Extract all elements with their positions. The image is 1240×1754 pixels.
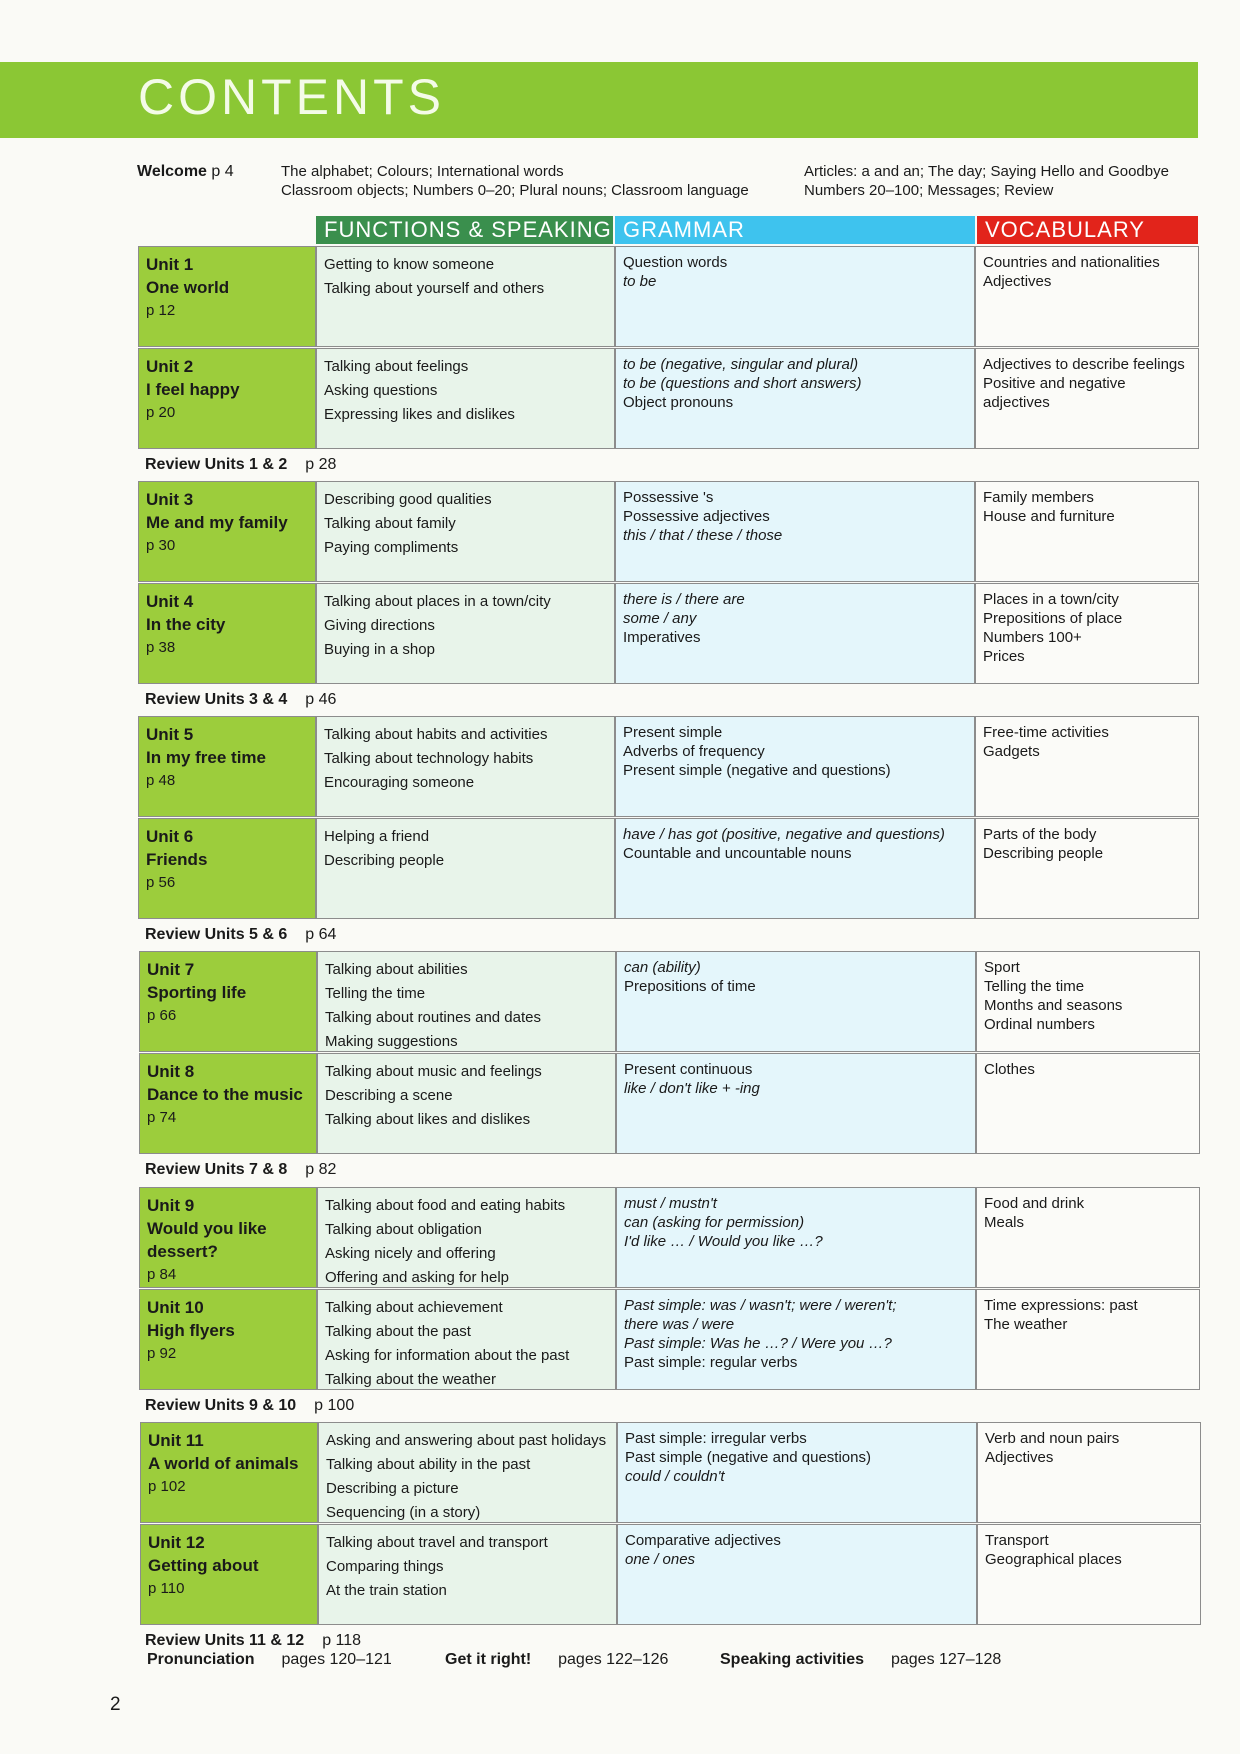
vocabulary-cell-item: Adjectives [985,1449,1054,1466]
unit-cell [139,951,317,1052]
grammar-cell-item: Present simple [623,724,723,741]
pronunciation-label: Pronunciation [147,1651,255,1668]
functions-cell-item: Talking about the past [325,1323,471,1340]
get-it-right-pages: pages 122–126 [558,1651,669,1668]
functions-cell-item: Talking about food and eating habits [325,1197,566,1214]
grammar-cell [616,1053,976,1154]
welcome-title: Welcome [137,163,207,180]
welcome-topics-1 [281,162,749,200]
functions-cell [317,1289,616,1390]
grammar-cell-item: to be (questions and short answers) [623,375,862,392]
welcome-topics-line1: The alphabet; Colours; International words [281,163,564,180]
grammar-cell-item: Object pronouns [623,394,734,411]
functions-cell [317,951,616,1052]
functions-cell-item: Talking about feelings [324,358,469,375]
unit-cell [138,348,316,449]
functions-cell-item: Talking about places in a town/city [324,593,551,610]
vocabulary-cell-item: Describing people [983,845,1104,862]
grammar-cell [616,951,976,1052]
unit-row [139,1053,1200,1154]
functions-cell-item: Describing good qualities [324,491,492,508]
functions-cell-item: Expressing likes and dislikes [324,406,515,423]
grammar-cell [616,1289,976,1390]
vocabulary-cell-item: Countries and nationalities [983,254,1160,271]
vocabulary-cell-item: Adjectives [983,273,1052,290]
unit-cell [139,1289,317,1390]
unit-page: p 48 [146,772,176,789]
unit-cell [140,1422,318,1523]
unit-name: In the city [146,615,226,634]
vocabulary-cell-item: Numbers 100+ [983,629,1082,646]
vocabulary-cell-item: Meals [984,1214,1025,1231]
speaking-label: Speaking activities [720,1651,865,1668]
vocabulary-cell [975,818,1199,919]
unit-row [138,246,1199,347]
grammar-cell-item: I'd like … / Would you like …? [624,1233,823,1250]
grammar-cell-item: to be [623,273,657,290]
grammar-cell-item: can (asking for permission) [624,1214,805,1231]
review-label: Review Units 3 & 4 [145,691,288,708]
vocabulary-cell [976,1289,1200,1390]
review-row [145,453,336,477]
grammar-cell-item: Past simple: Was he …? / Were you …? [624,1335,892,1352]
grammar-cell [615,716,975,817]
welcome-topics-line3: Articles: a and an; The day; Saying Hello and Goodbye [804,163,1169,180]
grammar-cell-item: Countable and uncountable nouns [623,845,852,862]
grammar-cell-item: Present continuous [624,1061,753,1078]
functions-cell-item: Buying in a shop [324,641,435,658]
grammar-cell-item: could / couldn't [625,1468,725,1485]
get-it-right-label: Get it right! [445,1651,532,1668]
functions-cell-item: Talking about abilities [325,961,468,978]
unit-cell [138,818,316,919]
vocabulary-cell-item: Places in a town/city [983,591,1119,608]
vocabulary-cell-item: Months and seasons [984,997,1123,1014]
unit-page: p 110 [148,1580,185,1597]
welcome-page: p 4 [211,163,234,180]
review-label: Review Units 1 & 2 [145,456,288,473]
grammar-cell-item: have / has got (positive, negative and questions) [623,826,945,843]
vocabulary-cell [976,951,1200,1052]
unit-row [139,951,1200,1052]
functions-cell-item: Talking about achievement [325,1299,503,1316]
functions-cell-item: Making suggestions [325,1033,458,1050]
functions-cell-item: Talking about habits and activities [324,726,548,743]
grammar-cell [615,481,975,582]
unit-name: Me and my family [146,513,288,532]
unit-number: Unit 8 [147,1062,195,1081]
vocabulary-cell [975,481,1199,582]
functions-cell-item: Offering and asking for help [325,1269,510,1286]
vocabulary-cell-item: Prices [983,648,1025,665]
vocabulary-cell [975,583,1199,684]
review-page: p 118 [322,1632,362,1649]
functions-cell-item: Paying compliments [324,539,459,556]
review-page: p 82 [305,1161,337,1178]
functions-cell-item: Getting to know someone [324,256,495,273]
vocabulary-cell-item: Time expressions: past [984,1297,1138,1314]
functions-cell-item: Asking nicely and offering [325,1245,496,1262]
welcome-topics-2 [804,162,1169,200]
grammar-cell [617,1422,977,1523]
vocabulary-cell [975,716,1199,817]
functions-cell-item: Talking about obligation [325,1221,482,1238]
functions-cell-item: Asking questions [324,382,438,399]
review-page: p 46 [305,691,337,708]
welcome-label [137,162,234,181]
functions-cell-item: Talking about the weather [325,1371,496,1388]
unit-row [138,716,1199,817]
unit-number: Unit 11 [148,1431,204,1450]
functions-cell-item: Describing a picture [326,1480,459,1497]
grammar-cell-item: Past simple: regular verbs [624,1354,798,1371]
vocabulary-cell [976,1053,1200,1154]
unit-row [138,818,1199,919]
unit-row [139,1187,1200,1288]
functions-cell [316,246,615,347]
functions-cell-item: Comparing things [326,1558,444,1575]
functions-cell [318,1524,617,1625]
review-page: p 100 [314,1397,355,1414]
grammar-cell-item: Present simple (negative and questions) [623,762,891,779]
unit-cell [140,1524,318,1625]
unit-page: p 30 [146,537,176,554]
functions-cell-item: Talking about routines and dates [325,1009,541,1026]
unit-row [138,348,1199,449]
functions-cell-item: Describing a scene [325,1087,453,1104]
functions-cell-item: Helping a friend [324,828,430,845]
grammar-cell [616,1187,976,1288]
unit-row [139,1289,1200,1390]
vocabulary-cell-item: Clothes [984,1061,1035,1078]
functions-cell-item: Encouraging someone [324,774,475,791]
vocabulary-cell-item: House and furniture [983,508,1115,525]
functions-cell [318,1422,617,1523]
vocabulary-cell-item: The weather [984,1316,1068,1333]
vocabulary-cell-item: Prepositions of place [983,610,1123,627]
unit-page: p 38 [146,639,176,656]
unit-name: Dance to the music [147,1085,303,1104]
review-page: p 28 [305,456,337,473]
grammar-cell [615,246,975,347]
functions-cell-item: Talking about music and feelings [325,1063,542,1080]
vocabulary-cell-item: Positive and negative [983,375,1126,392]
functions-cell-item: Sequencing (in a story) [326,1504,481,1521]
functions-cell [316,348,615,449]
unit-row [138,481,1199,582]
functions-cell-item: Asking for information about the past [325,1347,570,1364]
welcome-topics-line4: Numbers 20–100; Messages; Review [804,182,1054,199]
grammar-cell-item: Past simple (negative and questions) [625,1449,871,1466]
unit-name: Sporting life [147,983,247,1002]
unit-cell [138,481,316,582]
vocabulary-cell-item: Geographical places [985,1551,1122,1568]
unit-name: Would you like dessert? [147,1219,267,1261]
welcome-topics-line2: Classroom objects; Numbers 0–20; Plural nouns; Classroom language [281,182,749,199]
unit-cell [139,1053,317,1154]
functions-cell-item: At the train station [326,1582,447,1599]
footer-pronunciation [147,1651,392,1669]
vocabulary-cell-item: Transport [985,1532,1049,1549]
unit-page: p 84 [147,1266,177,1283]
unit-number: Unit 1 [146,255,194,274]
unit-page: p 12 [146,302,176,319]
review-label: Review Units 9 & 10 [145,1397,297,1414]
review-label: Review Units 7 & 8 [145,1161,288,1178]
grammar-cell [615,818,975,919]
functions-cell-item: Talking about ability in the past [326,1456,531,1473]
vocabulary-cell-item: Verb and noun pairs [985,1430,1120,1447]
review-row [145,923,336,947]
unit-name: Friends [146,850,208,869]
vocabulary-cell [975,348,1199,449]
unit-number: Unit 12 [148,1533,205,1552]
page-title: CONTENTS [138,69,445,125]
functions-cell-item: Talking about technology habits [324,750,534,767]
unit-cell [138,246,316,347]
unit-cell [138,716,316,817]
unit-number: Unit 4 [146,592,194,611]
footer-speaking [720,1651,1001,1669]
functions-cell-item: Asking and answering about past holidays [326,1432,607,1449]
grammar-cell-item: Adverbs of frequency [623,743,765,760]
functions-cell [316,481,615,582]
unit-row [140,1524,1201,1625]
review-row [145,1629,361,1653]
header-functions: FUNCTIONS & SPEAKING [316,216,613,244]
grammar-cell-item: Past simple: was / wasn't; were / weren't; [624,1297,897,1314]
unit-number: Unit 5 [146,725,194,744]
unit-cell [138,583,316,684]
vocabulary-cell-item: Food and drink [984,1195,1085,1212]
functions-cell [316,583,615,684]
grammar-cell-item: Possessive adjectives [623,508,770,525]
unit-page: p 92 [147,1345,177,1362]
unit-name: High flyers [147,1321,235,1340]
grammar-cell-item: some / any [623,610,697,627]
vocabulary-cell-item: Parts of the body [983,826,1097,843]
functions-cell-item: Talking about family [324,515,456,532]
unit-number: Unit 6 [146,827,194,846]
vocabulary-cell [977,1524,1201,1625]
grammar-cell-item: Possessive 's [623,489,714,506]
grammar-cell [615,348,975,449]
footer-get-it-right [445,1651,668,1669]
vocabulary-cell-item: Sport [984,959,1020,976]
functions-cell [316,818,615,919]
unit-cell [139,1187,317,1288]
unit-page: p 66 [147,1007,177,1024]
vocabulary-cell-item: Telling the time [984,978,1085,995]
grammar-cell-item: to be (negative, singular and plural) [623,356,859,373]
unit-page: p 20 [146,404,176,421]
vocabulary-cell-item: Free-time activities [983,724,1109,741]
functions-cell-item: Talking about likes and dislikes [325,1111,531,1128]
unit-name: A world of animals [148,1454,299,1473]
grammar-cell-item: there is / there are [623,591,745,608]
functions-cell-item: Talking about travel and transport [326,1534,548,1551]
contents-banner [0,62,1198,138]
unit-name: One world [146,278,230,297]
functions-cell-item: Describing people [324,852,445,869]
review-row [145,1158,336,1182]
functions-cell [317,1187,616,1288]
vocabulary-cell-item: Adjectives to describe feelings [983,356,1185,373]
functions-cell [317,1053,616,1154]
grammar-cell [617,1524,977,1625]
header-grammar: GRAMMAR [615,216,975,244]
unit-number: Unit 9 [147,1196,195,1215]
review-row [145,688,336,712]
page-number: 2 [110,1694,121,1715]
grammar-cell-item: Imperatives [623,629,701,646]
unit-number: Unit 10 [147,1298,204,1317]
functions-cell-item: Telling the time [325,985,426,1002]
pronunciation-pages: pages 120–121 [281,1651,392,1668]
header-vocabulary: VOCABULARY [977,216,1198,244]
unit-row [138,583,1199,684]
grammar-cell [615,583,975,684]
vocabulary-cell [977,1422,1201,1523]
functions-cell [316,716,615,817]
unit-number: Unit 7 [147,960,195,979]
review-label: Review Units 11 & 12 [145,1632,305,1649]
functions-cell-item: Giving directions [324,617,435,634]
vocabulary-cell-item: Family members [983,489,1094,506]
vocabulary-cell-item: adjectives [983,394,1050,411]
review-page: p 64 [305,926,337,943]
grammar-cell-item: one / ones [625,1551,696,1568]
unit-name: I feel happy [146,380,240,399]
grammar-cell-item: this / that / these / those [623,527,783,544]
unit-number: Unit 2 [146,357,194,376]
vocabulary-cell [975,246,1199,347]
unit-number: Unit 3 [146,490,194,509]
speaking-pages: pages 127–128 [890,1651,1002,1668]
grammar-cell-item: Past simple: irregular verbs [625,1430,807,1447]
grammar-cell-item: can (ability) [624,959,701,976]
unit-page: p 102 [148,1478,186,1495]
grammar-cell-item: Comparative adjectives [625,1532,781,1549]
unit-row [140,1422,1201,1523]
unit-page: p 56 [146,874,176,891]
grammar-cell-item: Prepositions of time [624,978,756,995]
grammar-cell-item: like / don't like + -ing [624,1080,760,1097]
review-row [145,1394,354,1418]
grammar-cell-item: Question words [623,254,728,271]
vocabulary-cell [976,1187,1200,1288]
vocabulary-cell-item: Gadgets [983,743,1040,760]
review-label: Review Units 5 & 6 [145,926,288,943]
vocabulary-cell-item: Ordinal numbers [984,1016,1095,1033]
unit-page: p 74 [147,1109,177,1126]
unit-name: Getting about [148,1556,259,1575]
unit-name: In my free time [146,748,266,767]
grammar-cell-item: must / mustn't [624,1195,717,1212]
grammar-cell-item: there was / were [624,1316,735,1333]
functions-cell-item: Talking about yourself and others [324,280,545,297]
